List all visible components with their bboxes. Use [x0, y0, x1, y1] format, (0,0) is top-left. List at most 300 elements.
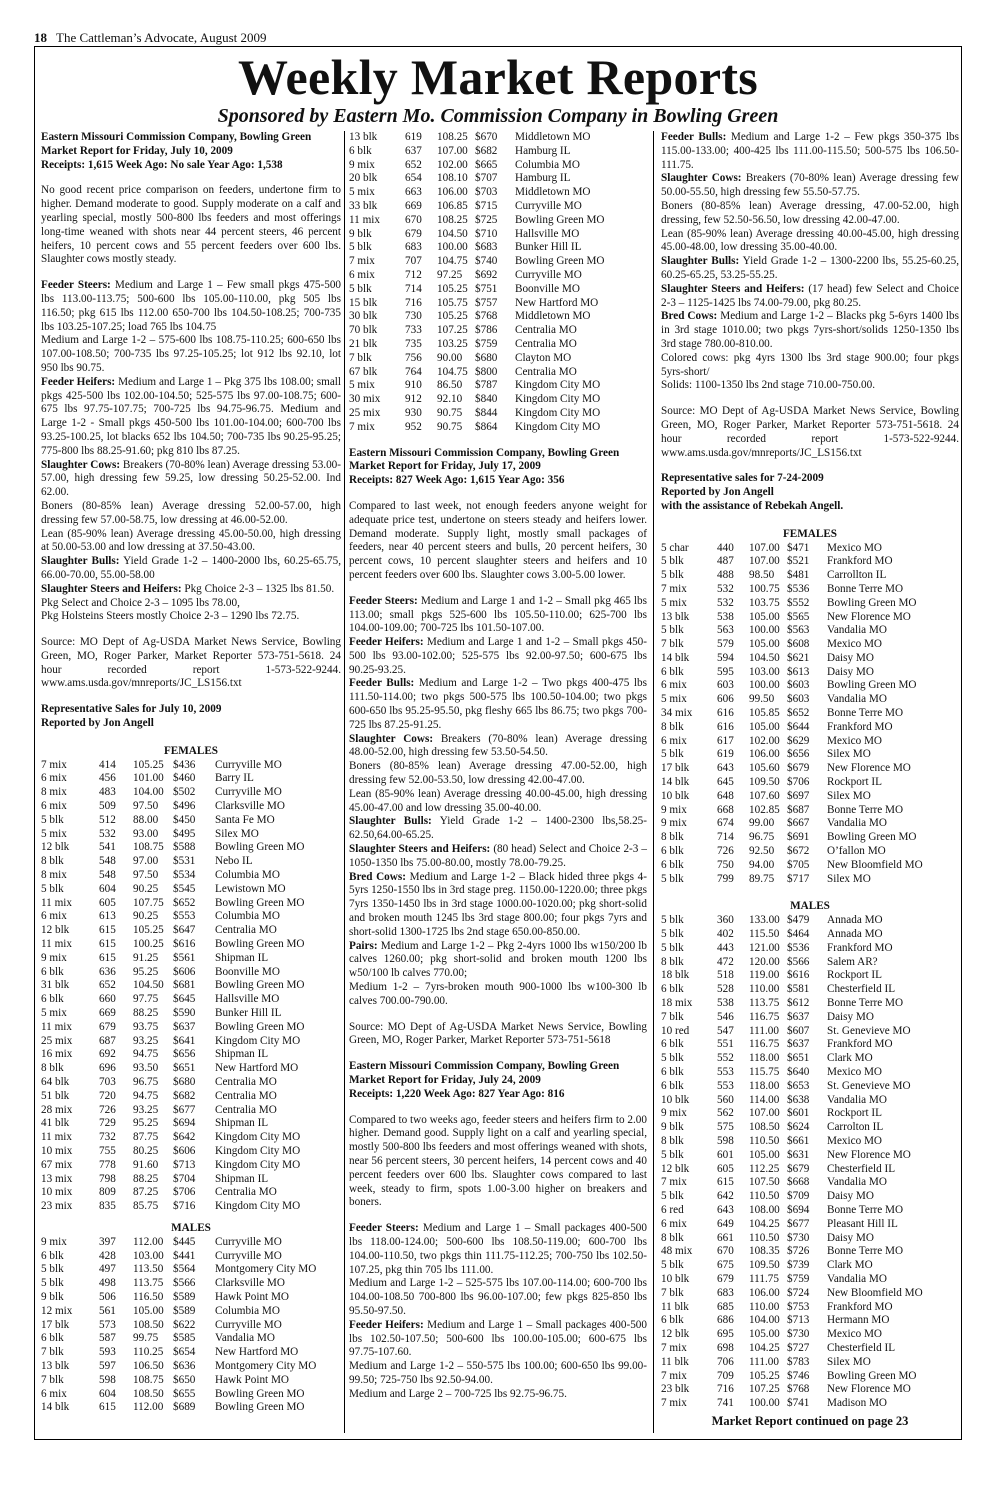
report2-source: Source: MO Dept of Ag-USDA Market News Service, Bowling Green, MO, Roger Parker, Market Reporter 573-751-5618 [349, 1020, 647, 1047]
table-row [41, 938, 341, 952]
paragraph-text: Medium and Large 1-2 – Two pkgs 400-475 lbs 111.50-114.00; two pkgs 500-575 lbs 100.50-104.00; two pkgs 600-650 lbs 95.25-95.50, pkg fleshy 665 lbs 86.75; two pkgs 700-725 lbs 87.25-91.25. [349, 677, 647, 731]
table-cell: 512 [99, 813, 116, 826]
table-cell: $680 [475, 351, 498, 364]
table-cell: Daisy MO [827, 665, 874, 678]
table-cell: 670 [405, 213, 422, 226]
table-cell: Kingdom City MO [215, 1158, 301, 1171]
table-row [661, 1218, 959, 1232]
table-cell: 30 blk [349, 310, 378, 323]
table-cell: $652 [787, 707, 810, 720]
table-row [661, 1038, 959, 1052]
table-cell: Shipman IL [215, 1172, 269, 1185]
table-cell: $608 [787, 638, 810, 651]
table-cell: 110.00 [749, 1300, 780, 1313]
report-paragraph [349, 1319, 647, 1360]
table-cell: Middletown MO [515, 310, 591, 323]
table-cell: 41 blk [41, 1117, 70, 1130]
table-cell: New Hartford MO [215, 1346, 299, 1359]
table-row [661, 542, 959, 556]
table-cell: 107.00 [749, 555, 780, 568]
table-cell: 605 [717, 1162, 734, 1175]
table-cell: $680 [173, 1076, 196, 1088]
table-cell: Kingdom City MO [215, 1200, 301, 1213]
report3-source: Source: MO Dept of Ag-USDA Market News Service, Bowling Green, MO, Roger Parker, Market Reporter 573-751-5618. 24 hour recorded report 1-573-522-9244. www.ams.usda.gov/mnreports/JC_LS156.txt [661, 405, 959, 459]
table-cell: 108.25 [437, 213, 468, 226]
table-cell: 675 [717, 1259, 734, 1272]
table-cell: Bowling Green MO [515, 255, 605, 268]
table-cell: 414 [99, 758, 116, 771]
table-cell: $553 [173, 910, 196, 923]
table-cell: $479 [787, 914, 810, 927]
table-cell: 619 [405, 131, 422, 143]
table-cell: 9 mix [661, 803, 687, 816]
table-cell: St. Genevieve MO [827, 1079, 911, 1092]
table-cell: Pleasant Hill IL [827, 1217, 898, 1230]
table-cell: $709 [787, 1190, 810, 1203]
table-cell: $725 [475, 213, 498, 226]
table-row [41, 869, 341, 883]
table-row [661, 721, 959, 735]
paragraph-label: Slaughter Cows: [661, 172, 742, 185]
table-cell: 104.50 [437, 227, 468, 240]
table-cell: 561 [99, 1304, 116, 1317]
table-cell: 532 [717, 582, 734, 595]
table-cell: 6 blk [41, 1249, 64, 1262]
paragraph-text: Yield Grade 1-2 – 1300-2200 lbs, 55.25-60.25, 60.25-65.25, 53.25-55.25. [661, 255, 959, 281]
report1-source: Source: MO Dept of Ag-USDA Market News Service, Bowling Green, MO, Roger Parker, Market Reporter 573-751-5618. 24 hour recorded report 1-573-522-9244. www.ams.usda.gov/mnreports/JC_LS156.txt [41, 636, 341, 690]
table-cell: 11 blk [661, 1355, 689, 1368]
table-cell: $650 [173, 1373, 196, 1386]
table-cell: 487 [717, 555, 734, 568]
table-cell: Columbia MO [515, 158, 580, 171]
table-cell: 7 mix [661, 582, 687, 595]
table-cell: 7 blk [661, 1010, 684, 1023]
paragraph-label: Feeder Steers: [349, 594, 418, 607]
table-cell: 17 blk [661, 762, 690, 775]
report3-paras [349, 1222, 647, 1401]
table-row [661, 569, 959, 583]
table-cell: 11 mix [41, 1131, 72, 1144]
table-cell: $703 [475, 186, 498, 199]
table-row [41, 800, 341, 814]
table-cell: 10 blk [661, 789, 690, 802]
table-cell: $651 [787, 1052, 810, 1065]
paragraph-text: Medium and Large 1 and 1-2 – Small pkgs 450-500 lbs 93.00-102.00; 525-575 lbs 92.00-97.50; 600-675 lbs 90.25-93.25. [349, 636, 647, 676]
table-cell: 106.00 [749, 1286, 780, 1299]
paragraph-text: Boners (80-85% lean) Average dressing, 47.00-52.00, high dressing, few 52.50-56.50, low dressing 42.00-47.00. [661, 199, 959, 226]
report-paragraph [349, 815, 647, 843]
table-cell: 23 mix [41, 1200, 73, 1213]
table-cell: Boonville MO [515, 282, 580, 295]
table-row [661, 873, 959, 887]
report-paragraph [41, 459, 341, 500]
table-cell: Centralia MO [215, 1103, 277, 1116]
table-cell: 528 [717, 983, 734, 996]
table-cell: 107.60 [749, 789, 780, 802]
table-cell: 930 [405, 406, 422, 419]
table-cell: 28 mix [41, 1103, 73, 1116]
table-cell: Madison MO [827, 1397, 887, 1410]
table-row [661, 1094, 959, 1108]
table-cell: 604 [99, 1387, 116, 1400]
table-row [661, 1176, 959, 1190]
table-cell: 91.25 [133, 951, 159, 964]
paragraph-text: Lean (85-90% lean) Average dressing 45.00-50.00, high dressing at 50.00-53.00 and low dressing at 37.50-43.00. [41, 527, 341, 554]
table-cell: 108.10 [437, 172, 468, 185]
table-cell: 716 [717, 1383, 734, 1396]
table-cell: $668 [787, 1176, 810, 1189]
table-row [661, 1066, 959, 1080]
table-cell: 8 mix [41, 869, 67, 882]
report-paragraph [661, 352, 959, 380]
table-cell: 33 blk [349, 199, 378, 212]
table-cell: 669 [405, 199, 422, 212]
publication-name: The Cattleman’s Advocate, August 2009 [56, 30, 267, 45]
table-cell: 798 [99, 1172, 116, 1185]
table-cell: Centralia MO [215, 924, 277, 937]
page-frame [34, 46, 962, 1440]
table-row [349, 159, 647, 173]
table-row [661, 1397, 959, 1411]
table-row [661, 831, 959, 845]
table-cell: 92.10 [437, 393, 463, 406]
table-cell: 104.75 [437, 255, 468, 268]
table-cell: 6 mix [41, 1387, 67, 1400]
table-cell: $441 [173, 1249, 196, 1262]
table-cell: 755 [99, 1144, 116, 1157]
table-cell: $710 [475, 227, 498, 240]
table-row [349, 241, 647, 255]
table-cell: $445 [173, 1235, 196, 1248]
table-cell: 111.00 [749, 1024, 779, 1037]
table-cell: 105.75 [437, 296, 468, 309]
table-cell: 402 [717, 928, 734, 941]
table-cell: $768 [475, 310, 498, 323]
table-cell: Curryville MO [215, 758, 282, 771]
table-cell: 70 blk [349, 324, 378, 337]
table-cell: 101.00 [133, 772, 164, 785]
paragraph-text: (80 head) Select and Choice 2-3 – 1050-1350 lbs 75.00-80.00, mostly 78.00-79.25. [349, 843, 647, 869]
table-cell: Annada MO [827, 928, 883, 941]
table-cell: New Florence MO [827, 1148, 911, 1161]
table-cell: 89.75 [749, 872, 775, 885]
table-row [661, 1163, 959, 1177]
table-row [661, 1328, 959, 1342]
table-cell: $502 [173, 786, 196, 799]
table-cell: $603 [787, 679, 810, 692]
table-cell: Rockport IL [827, 776, 882, 789]
table-cell: $740 [475, 255, 498, 268]
table-cell: Clark MO [827, 1259, 873, 1272]
report1-females-table [41, 759, 341, 1214]
table-cell: Columbia MO [215, 910, 280, 923]
report-paragraph [349, 1388, 647, 1402]
table-cell: $637 [787, 1010, 810, 1023]
table-cell: Bonne Terre MO [827, 582, 904, 595]
table-cell: 726 [99, 1103, 116, 1116]
table-cell: 102.85 [749, 803, 780, 816]
table-cell: 703 [99, 1076, 116, 1088]
table-row [349, 324, 647, 338]
report-paragraph [41, 500, 341, 528]
table-cell: 714 [717, 831, 734, 844]
table-cell: 100.25 [133, 938, 164, 951]
table-cell: 506 [99, 1290, 116, 1303]
table-cell: Lewistown MO [215, 882, 286, 895]
page-number: 18 [34, 30, 47, 45]
table-cell: $521 [787, 555, 810, 568]
table-cell: 637 [405, 144, 422, 157]
table-cell: Daisy MO [827, 651, 874, 664]
table-cell: 104.25 [749, 1217, 780, 1230]
table-cell: Bowling Green MO [215, 1401, 305, 1414]
table-cell: 663 [405, 186, 422, 199]
table-cell: 93.25 [133, 1034, 159, 1047]
table-cell: 11 mix [41, 1020, 72, 1033]
paragraph-text: Pkg Choice 2-3 – 1325 lbs 81.50. [181, 582, 335, 595]
table-row [41, 993, 341, 1007]
table-cell: 6 blk [661, 1066, 684, 1078]
table-cell: 7 mix [349, 420, 375, 433]
table-row [41, 1305, 341, 1319]
table-cell: 598 [717, 1134, 734, 1147]
table-cell: Bowling Green MO [215, 979, 305, 992]
table-cell: 7 mix [661, 1176, 687, 1189]
paragraph-label: Slaughter Bulls: [41, 555, 120, 568]
table-cell: Vandalia MO [827, 693, 887, 706]
table-cell: 778 [99, 1158, 116, 1171]
table-row [41, 1117, 341, 1131]
table-cell: 108.50 [133, 1387, 164, 1400]
table-cell: 104.00 [749, 1314, 780, 1327]
table-cell: $653 [787, 1079, 810, 1092]
table-cell: 687 [99, 1034, 116, 1047]
table-cell: $589 [173, 1304, 196, 1317]
table-cell: 115.75 [749, 1066, 780, 1078]
table-row [41, 786, 341, 800]
table-cell: $589 [173, 1290, 196, 1303]
table-cell: $496 [173, 800, 196, 813]
table-cell: 9 blk [661, 1121, 684, 1134]
table-cell: 17 blk [41, 1318, 70, 1331]
table-cell: 910 [405, 379, 422, 392]
running-head [34, 30, 267, 46]
table-cell: $661 [787, 1134, 810, 1147]
table-cell: $655 [173, 1387, 196, 1400]
table-cell: Carrollton IL [827, 569, 887, 582]
table-cell: 104.50 [749, 651, 780, 664]
table-cell: 25 mix [349, 406, 381, 419]
table-cell: 97.75 [133, 993, 159, 1006]
report-paragraph [349, 677, 647, 732]
table-row [41, 1076, 341, 1090]
table-cell: $613 [787, 665, 810, 678]
table-cell: $753 [787, 1300, 810, 1313]
table-cell: 5 blk [41, 1263, 64, 1276]
table-row [41, 1021, 341, 1035]
table-cell: Vandalia MO [827, 1176, 887, 1189]
table-cell: 105.00 [749, 610, 780, 623]
table-cell: 714 [405, 282, 422, 295]
table-cell: $667 [787, 817, 810, 830]
table-cell: 99.75 [133, 1332, 159, 1345]
females-title: FEMALES [782, 527, 838, 540]
table-cell: 67 mix [41, 1158, 73, 1171]
report-paragraph [41, 555, 341, 583]
paragraph-label: Feeder Steers: [349, 1222, 419, 1235]
table-row [41, 1277, 341, 1291]
table-cell: $606 [173, 965, 196, 978]
table-row [349, 338, 647, 352]
paragraph-text: Boners (80-85% lean) Average dressing 52.00-57.00, high dressing few 57.00-58.75, low dressing at 46.00-52.00. [41, 499, 341, 526]
table-cell: 604 [99, 882, 116, 895]
table-cell: 707 [405, 255, 422, 268]
paragraph-text: Lean (85-90% lean) Average dressing 40.00-45.00, high dressing 45.00-47.00 and low dressing 35.00-40.00. [349, 787, 647, 814]
table-cell: 116.75 [749, 1010, 780, 1023]
table-cell: $672 [787, 845, 810, 858]
table-cell: $652 [173, 896, 196, 909]
report-paragraph [661, 283, 959, 311]
report-paragraph [661, 228, 959, 256]
table-row [41, 1104, 341, 1118]
table-cell: Kingdom City MO [515, 379, 601, 392]
table-row [349, 131, 647, 145]
table-cell: 601 [717, 1148, 734, 1161]
table-cell: $460 [173, 772, 196, 785]
table-row [661, 583, 959, 597]
table-cell: 594 [717, 651, 734, 664]
table-cell: 108.35 [749, 1245, 780, 1258]
table-cell: 30 mix [349, 393, 381, 406]
table-cell: 111.00 [749, 1355, 779, 1368]
table-cell: 6 blk [661, 983, 684, 996]
table-cell: $739 [787, 1259, 810, 1272]
table-cell: 11 mix [349, 213, 380, 226]
table-row [661, 790, 959, 804]
table-cell: 5 blk [349, 282, 372, 295]
report-paragraph [41, 583, 341, 597]
table-cell: $689 [173, 1401, 196, 1414]
table-cell: 7 mix [349, 255, 375, 268]
report-paragraph [349, 595, 647, 636]
table-cell: 835 [99, 1200, 116, 1213]
report-paragraph [349, 1222, 647, 1277]
table-cell: 654 [405, 172, 422, 185]
table-cell: $464 [787, 928, 810, 941]
table-cell: 6 mix [41, 910, 67, 923]
paragraph-label: Slaughter Bulls: [349, 815, 432, 828]
table-cell: 679 [717, 1272, 734, 1285]
table-cell: $682 [173, 1089, 196, 1102]
table-cell: 8 blk [661, 1134, 684, 1147]
table-cell: $759 [475, 337, 498, 350]
table-cell: New Hartford MO [215, 1062, 299, 1075]
table-cell: $637 [173, 1020, 196, 1033]
table-cell: 105.85 [749, 707, 780, 720]
table-cell: 730 [405, 310, 422, 323]
table-row [41, 828, 341, 842]
table-row [661, 845, 959, 859]
table-row [41, 1145, 341, 1159]
table-cell: 105.25 [133, 758, 164, 771]
table-cell: Kingdom City MO [215, 1144, 301, 1157]
report2-intro: Compared to last week, not enough feeders anyone weight for adequate price test, undertone on steers steady and heifers lower. Demand moderate. Supply light, mostly small packages of feeders, near 40 percent steers and bulls, 20 percent heifers, 30 percent cows, 10 percent slaughter steers and heifers and 10 percent feeders over 600 lbs. Slaughter cows 3.00-5.00 lower. [349, 499, 647, 581]
table-cell: Centralia MO [515, 337, 577, 350]
table-cell: 97.25 [437, 268, 463, 281]
paragraph-text: (17 head) few Select and Choice 2-3 – 1125-1425 lbs 74.00-79.00, pkg 80.25. [661, 282, 959, 309]
table-cell: $656 [173, 1048, 196, 1061]
table-cell: 15 blk [349, 296, 378, 309]
table-cell: 615 [99, 938, 116, 951]
table-cell: 809 [99, 1186, 116, 1199]
table-cell: $679 [787, 762, 810, 775]
table-cell: 97.50 [133, 869, 159, 882]
table-cell: $707 [475, 172, 498, 185]
table-cell: 9 mix [41, 1235, 67, 1248]
table-cell: 7 blk [349, 351, 372, 364]
table-row [349, 172, 647, 186]
table-cell: 107.75 [133, 896, 164, 909]
table-cell: Mexico MO [827, 734, 882, 747]
table-cell: Curryville MO [515, 199, 582, 212]
table-cell: 696 [99, 1062, 116, 1075]
table-cell: $566 [173, 1277, 196, 1290]
table-cell: 7 blk [661, 1286, 684, 1299]
table-cell: 756 [405, 351, 422, 364]
table-cell: 14 blk [661, 651, 690, 664]
table-cell: 105.00 [749, 720, 780, 733]
table-row [41, 1048, 341, 1062]
table-row [41, 910, 341, 924]
table-cell: 548 [99, 855, 116, 868]
table-cell: 616 [717, 707, 734, 720]
table-cell: 90.00 [437, 351, 463, 364]
table-cell: 606 [717, 693, 734, 706]
table-row [661, 1204, 959, 1218]
table-cell: 110.50 [749, 1134, 780, 1147]
table-cell: 6 blk [41, 965, 64, 978]
table-cell: 6 blk [349, 144, 372, 157]
table-cell: $641 [173, 1034, 196, 1047]
table-cell: 7 mix [41, 758, 67, 771]
paragraph-text: Medium and Large 1-2 – 575-600 lbs 108.75-110.25; 600-650 lbs 107.00-108.50; 700-735 lbs 97.25-105.25; lot 912 lbs 92.10, lot 950 lbs 90.75. [41, 334, 341, 374]
table-cell: 548 [99, 869, 116, 882]
table-cell: 105.00 [749, 1148, 780, 1161]
table-cell: $651 [173, 1062, 196, 1075]
table-cell: 7 mix [661, 1397, 687, 1410]
table-cell: 106.00 [749, 748, 780, 761]
table-cell: 80.25 [133, 1144, 159, 1157]
table-row [661, 1135, 959, 1149]
table-cell: 18 blk [661, 969, 690, 982]
table-cell: 18 mix [661, 997, 693, 1010]
table-row [349, 407, 647, 421]
table-cell: 105.25 [749, 1369, 780, 1382]
table-cell: 595 [717, 665, 734, 678]
table-cell: 95.25 [133, 1117, 159, 1130]
report-paragraph [661, 255, 959, 283]
table-cell: 643 [717, 1203, 734, 1216]
table-cell: Montgomery City MO [215, 1359, 317, 1372]
table-cell: Shipman IL [215, 1117, 269, 1130]
table-row [661, 693, 959, 707]
table-cell: $656 [787, 748, 810, 761]
paragraph-text: Medium and Large 1-2 – 525-575 lbs 107.00-114.00; 600-700 lbs 104.00-108.50 700-800 lbs 96.00-107.00; few pkgs 825-850 lbs 95.50-97.50. [349, 1277, 647, 1317]
table-cell: 88.00 [133, 813, 159, 826]
table-row [661, 1259, 959, 1273]
table-cell: 108.00 [749, 1203, 780, 1216]
report-paragraph [41, 334, 341, 375]
